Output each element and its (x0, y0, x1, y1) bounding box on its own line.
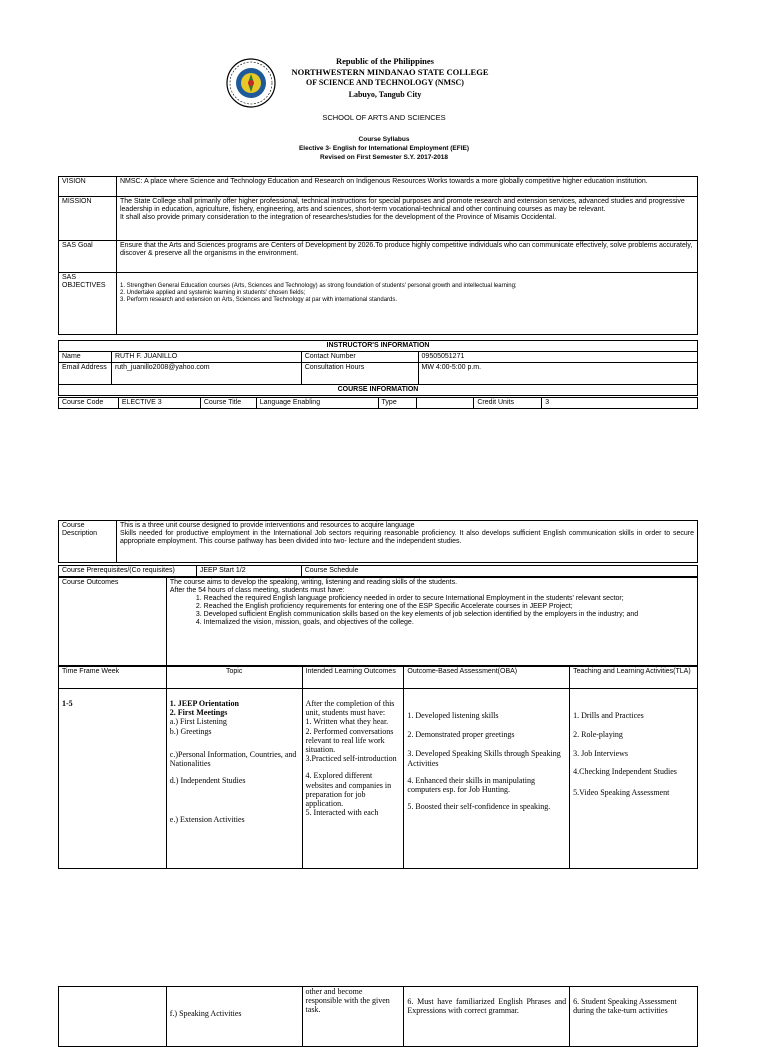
continuation-tla-cell (570, 987, 698, 1047)
doc-type: Course Syllabus (358, 136, 410, 143)
topic-a: a.) First Listening (169, 717, 227, 727)
oba-3: 3. Developed Speaking Skills through Speaking Activities (407, 749, 561, 768)
mission-label: MISSION (59, 197, 117, 241)
ilo-5: 5. Interacted with each (305, 808, 379, 818)
course-schedule-label: Course Schedule (301, 566, 697, 577)
oba-4: 4. Enhanced their skills in manipulating computers esp. for Job Hunting. (407, 775, 535, 794)
topic-cell (166, 689, 302, 869)
instructor-header: INSTRUCTOR'S INFORMATION (59, 341, 698, 352)
prerequisites-label: Course Prerequisites/(Co requisites) (59, 566, 197, 577)
oba-1: 1. Developed listening skills (407, 711, 499, 720)
topic-e: e.) Extension Activities (169, 815, 245, 825)
oba-cell (404, 689, 570, 869)
tla-5: 5.Video Speaking Assessment (573, 787, 670, 797)
vision-label: VISION (59, 177, 117, 197)
credit-units-label: Credit Units (474, 398, 542, 409)
consult-value: MW 4:00-5:00 p.m. (418, 363, 697, 385)
course-code-value: ELECTIVE 3 (118, 398, 200, 409)
continuation-week-cell (59, 987, 167, 1047)
ilo-4: 4. Explored different websites and companies in preparation for job application. (305, 771, 392, 808)
course-description-table (58, 520, 698, 563)
sas-goal-label: SAS Goal (59, 241, 117, 273)
credit-units-value: 3 (542, 398, 698, 409)
course-description-cell (116, 521, 697, 563)
ilo-continued: other and become responsible with the given task. (305, 987, 390, 1015)
email-label: Email Address (59, 363, 112, 385)
col-topic: Topic (166, 667, 302, 689)
name-label: Name (59, 352, 112, 363)
week-value: 1-5 (59, 689, 167, 869)
col-ilo: Intended Learning Outcomes (302, 667, 404, 689)
prerequisites-value: JEEP Start 1/2 (196, 566, 301, 577)
college-name-line2: OF SCIENCE AND TECHNOLOGY (NMSC) (306, 78, 464, 87)
republic-line: Republic of the Philippines (335, 56, 434, 66)
tla-2: 2. Role-playing (573, 730, 623, 740)
oba-2: 2. Demonstrated proper greetings (407, 730, 515, 740)
topic-c: c.)Personal Information, Countries, and Nationalities (169, 749, 297, 768)
ilo-cell (302, 689, 404, 869)
ilo-2: 2. Performed conversations relevant to real life work situation. (305, 726, 394, 754)
sas-objective-2: 2. Undertake applied and systemic learning in students' chosen fields; (119, 289, 306, 296)
tla-cell (570, 689, 698, 869)
course-info-header: COURSE INFORMATION (59, 385, 698, 396)
vision-text: NMSC: A place where Science and Technology Education and Research on Indigenous Resources Works towards a more globally competitive higher education institution. (116, 177, 697, 197)
ilo-3: 3.Practiced self-introduction (305, 754, 397, 764)
course-name: Elective 3- English for International Employment (EFIE) (298, 145, 470, 152)
course-outcomes-cell (166, 578, 697, 666)
continuation-table (58, 986, 698, 1047)
contact-label: Contact Number (301, 352, 418, 363)
oba-6: 6. Must have familiarized English Phrases and Expressions with correct grammar. (407, 997, 567, 1016)
topic-f: f.) Speaking Activities (169, 1009, 242, 1018)
vision-mission-table (58, 176, 698, 335)
type-label: Type (378, 398, 416, 409)
ilo-intro: After the completion of this unit, students must have: (305, 699, 395, 718)
col-time-frame: Time Frame Week (59, 667, 167, 689)
outcome-1: 1. Reached the required English language proficiency needed in order to secure International Employment in the students' relevant sector; (195, 595, 624, 603)
continuation-topic-cell (166, 987, 302, 1047)
tla-3: 3. Job Interviews (573, 749, 629, 759)
prerequisites-table (58, 565, 698, 577)
type-value (416, 398, 474, 409)
continuation-oba-cell (404, 987, 570, 1047)
outcomes-intro-1: The course aims to develop the speaking, writing, listening and reading skills of the students. (169, 579, 458, 586)
outcome-4: 4. Internalized the vision, mission, goals, and objectives of the college. (195, 619, 414, 627)
course-outcomes-label: Course Outcomes (59, 578, 167, 666)
course-description-line2: Skills needed for productive employment in the International Job sectors requiring reasonable proficiency. It also develops sufficient English communication skills in order to secure appropriate employment. This course pathway has been divided into two- lecture and the independent studies. (119, 530, 694, 546)
tla-1: 1. Drills and Practices (573, 711, 644, 720)
weekly-plan-table (58, 666, 698, 869)
contact-value: 09505051271 (418, 352, 697, 363)
revision-line: Revised on First Semester S.Y. 2017-2018 (320, 154, 448, 161)
outcomes-intro-2: After the 54 hours of class meeting, students must have: (169, 587, 345, 595)
sas-objective-3: 3. Perform research and extension on Arts, Sciences and Technology at par with international standards. (119, 296, 398, 303)
instructor-table (58, 340, 698, 396)
course-title-value: Language Enabling (256, 398, 378, 409)
mission-cell (116, 197, 697, 241)
consult-label: Consultation Hours (301, 363, 418, 385)
sas-goal-text: Ensure that the Arts and Sciences programs are Centers of Development by 2026.To produce highly competitive individuals who can communicate effectively, solve problems accurately, discover & preserve all the organisms in the environment. (116, 241, 697, 273)
col-tla: Teaching and Learning Activities(TLA) (570, 667, 698, 689)
course-description-label: Course Description (59, 521, 117, 563)
ilo-1: 1. Written what they hear. (305, 717, 389, 727)
sas-objective-1: 1. Strengthen General Education courses (Arts, Sciences and Technology) as strong foundation of students' personal growth and intellectual learning; (119, 283, 517, 289)
email-value: ruth_juanillo2008@yahoo.com (111, 363, 301, 385)
outcome-3: 3. Developed sufficient English communication skills based on the key elements of job selection identified by the employers in the industry; and (195, 611, 639, 619)
course-description-line1: This is a three unit course designed to provide interventions and resources to acquire language (119, 522, 415, 529)
topic-1: 1. JEEP Orientation (169, 699, 239, 708)
course-outcomes-table (58, 577, 698, 666)
tla-6: 6. Student Speaking Assessment during the take-turn activities (573, 997, 677, 1016)
col-oba: Outcome-Based Assessment(OBA) (404, 667, 570, 689)
topic-b: b.) Greetings (169, 726, 212, 736)
oba-5: 5. Boosted their self-confidence in speaking. (407, 802, 551, 812)
sas-objectives-label: SAS OBJECTIVES (59, 273, 117, 335)
topic-d: d.) Independent Studies (169, 776, 246, 786)
topic-2: 2. First Meetings (169, 708, 228, 718)
college-location: Labuyo, Tangub City (348, 90, 422, 99)
name-value: RUTH F. JUANILLO (111, 352, 301, 363)
sas-objectives-cell (116, 273, 697, 335)
continuation-ilo-cell (302, 987, 404, 1047)
college-name-line1: NORTHWESTERN MINDANAO STATE COLLEGE (291, 67, 489, 77)
school-name: SCHOOL OF ARTS AND SCIENCES (322, 113, 446, 122)
mission-text: The State College shall primarily offer higher professional, technical instructions for special purposes and promote research and extension services, advanced studies and progressive leadership in education, agriculture, fishery, engineering, arts and sciences, short-term vocational-technical and other continuing courses as may be relevant. (119, 198, 685, 214)
mission-text-2: It shall also provide primary consideration to the integration of researches/studies for the development of the Province of Misamis Occidental. (119, 214, 557, 222)
course-code-label: Course Code (59, 398, 119, 409)
course-info-table (58, 397, 698, 409)
tla-4: 4.Checking Independent Studies (573, 766, 677, 776)
outcome-2: 2. Reached the English proficiency requirements for entering one of the ESP Specific Accelerate courses in JEEP Project; (195, 603, 573, 611)
course-title-label: Course Title (200, 398, 256, 409)
